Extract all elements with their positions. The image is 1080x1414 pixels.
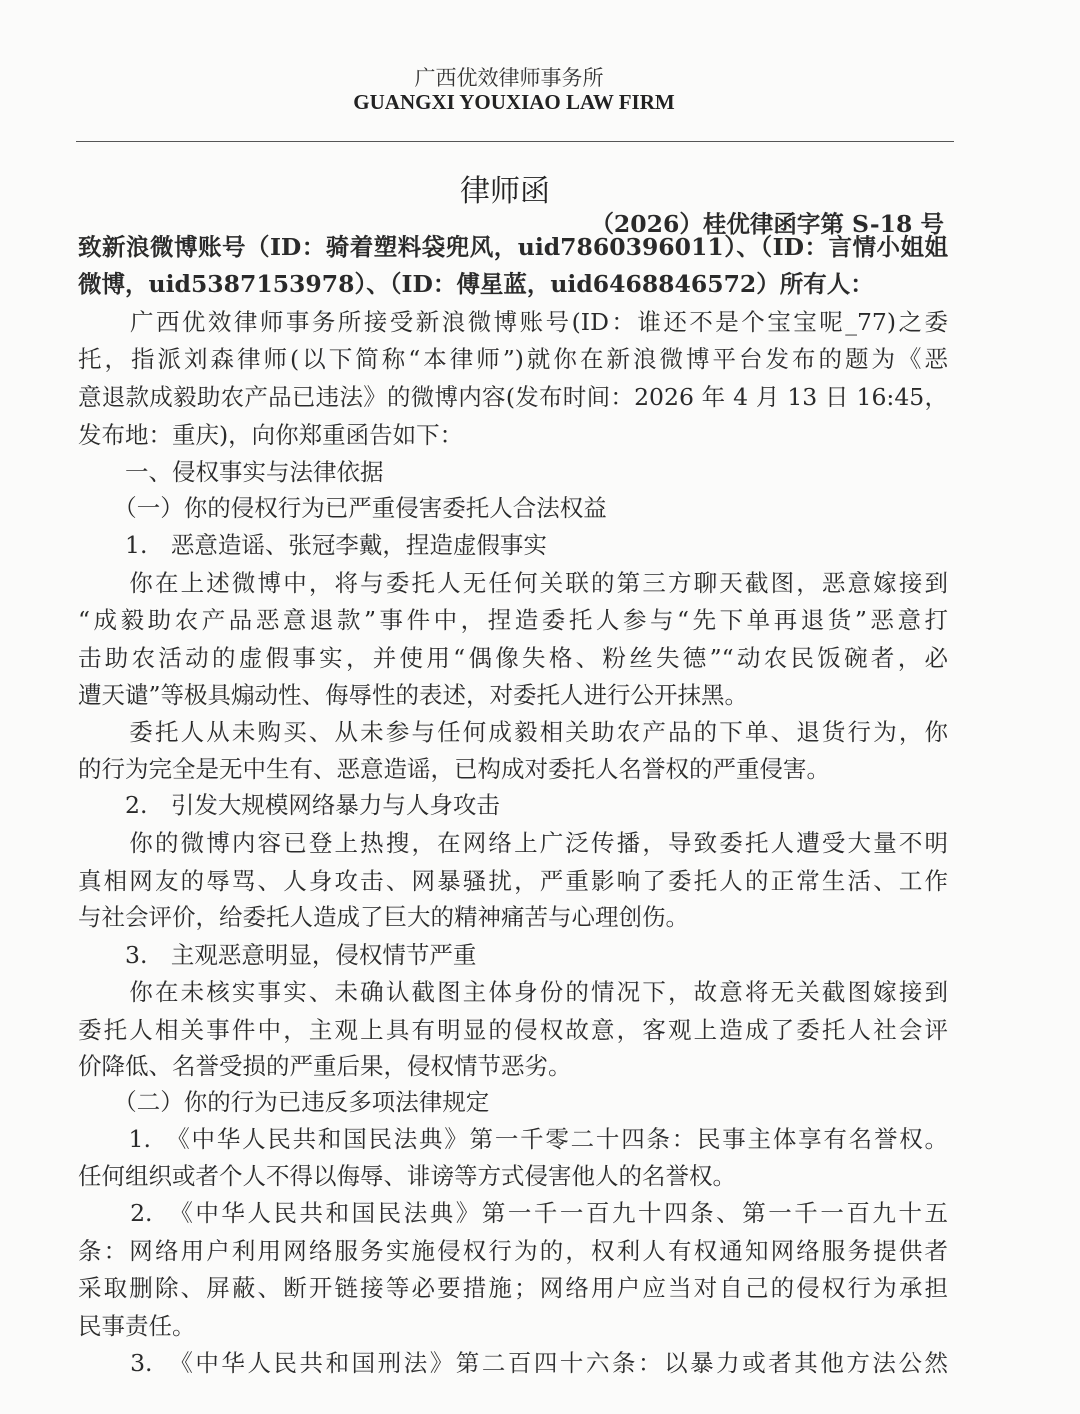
firm-name-cn: 广西优效律师事务所: [414, 66, 604, 90]
text-line: 3. 主观恶意明显，侵权情节严重: [78, 941, 477, 969]
document-title: 律师函: [460, 174, 550, 209]
text-line: 任何组织或者个人不得以侮辱、诽谤等方式侵害他人的名誉权。: [78, 1162, 736, 1190]
text-line: 广西优效律师事务所接受新浪微博账号(ID：谁还不是个宝宝呢_77)之委: [78, 308, 948, 336]
text-line: 3. 《中华人民共和国刑法》第二百四十六条：以暴力或者其他方法公然: [78, 1349, 948, 1377]
text-line: 2. 引发大规模网络暴力与人身攻击: [78, 791, 500, 819]
text-line: 发布地：重庆)，向你郑重函告如下：: [78, 421, 464, 449]
text-line: 遭天谴”等极具煽动性、侮辱性的表述，对委托人进行公开抹黑。: [78, 681, 749, 709]
text-line: 价降低、名誉受损的严重后果，侵权情节恶劣。: [78, 1052, 572, 1080]
text-line: 你在未核实事实、未确认截图主体身份的情况下，故意将无关截图嫁接到: [78, 978, 948, 1006]
text-line: （一）你的侵权行为已严重侵害委托人合法权益: [78, 494, 607, 522]
text-line: 你的微博内容已登上热搜，在网络上广泛传播，导致委托人遭受大量不明: [78, 829, 948, 857]
text-line: 的行为完全是无中生有、恶意造谣，已构成对委托人名誉权的严重侵害。: [78, 755, 830, 783]
text-line: 微博，uid5387153978）、（ID：傅星蓝，uid6468846572）所有人：: [78, 270, 874, 298]
text-line: “成毅助农产品恶意退款”事件中，捏造委托人参与“先下单再退货”恶意打: [78, 606, 948, 634]
text-line: 托，指派刘森律师(以下简称“本律师”)就你在新浪微博平台发布的题为《恶: [78, 345, 948, 373]
text-line: 委托人从未购买、从未参与任何成毅相关助农产品的下单、退货行为，你: [78, 718, 948, 746]
text-line: 1. 恶意造谣、张冠李戴，捏造虚假事实: [78, 531, 547, 559]
firm-name-en: GUANGXI YOUXIAO LAW FIRM: [353, 90, 675, 114]
text-line: 致新浪微博账号（ID：骑着塑料袋兜风，uid7860396011）、（ID：言情小姐姐: [78, 233, 948, 261]
text-line: 与社会评价，给委托人造成了巨大的精神痛苦与心理创伤。: [78, 903, 689, 931]
header-divider: [76, 141, 954, 142]
text-line: 一、侵权事实与法律依据: [78, 458, 384, 486]
text-line: 真相网友的辱骂、人身攻击、网暴骚扰，严重影响了委托人的正常生活、工作: [78, 867, 948, 895]
text-line: 条：网络用户利用网络服务实施侵权行为的，权利人有权通知网络服务提供者: [78, 1237, 948, 1265]
text-line: （二）你的行为已违反多项法律规定: [78, 1088, 490, 1116]
text-line: 委托人相关事件中，主观上具有明显的侵权故意，客观上造成了委托人社会评: [78, 1016, 948, 1044]
text-line: 意退款成毅助农产品已违法》的微博内容(发布时间：2026 年 4 月 13 日 16:45，: [78, 383, 948, 411]
reference-number: （2026）桂优律函字第 S-18 号: [590, 210, 944, 238]
text-line: 民事责任。: [78, 1312, 196, 1340]
text-line: 你在上述微博中，将与委托人无任何关联的第三方聊天截图，恶意嫁接到: [78, 569, 948, 597]
text-line: 击助农活动的虚假事实，并使用“偶像失格、粉丝失德”“动农民饭碗者，必: [78, 644, 948, 672]
text-line: 采取删除、屏蔽、断开链接等必要措施；网络用户应当对自己的侵权行为承担: [78, 1274, 948, 1302]
text-line: 2. 《中华人民共和国民法典》第一千一百九十四条、第一千一百九十五: [78, 1199, 948, 1227]
text-line: 1. 《中华人民共和国民法典》第一千零二十四条：民事主体享有名誉权。: [78, 1125, 948, 1153]
